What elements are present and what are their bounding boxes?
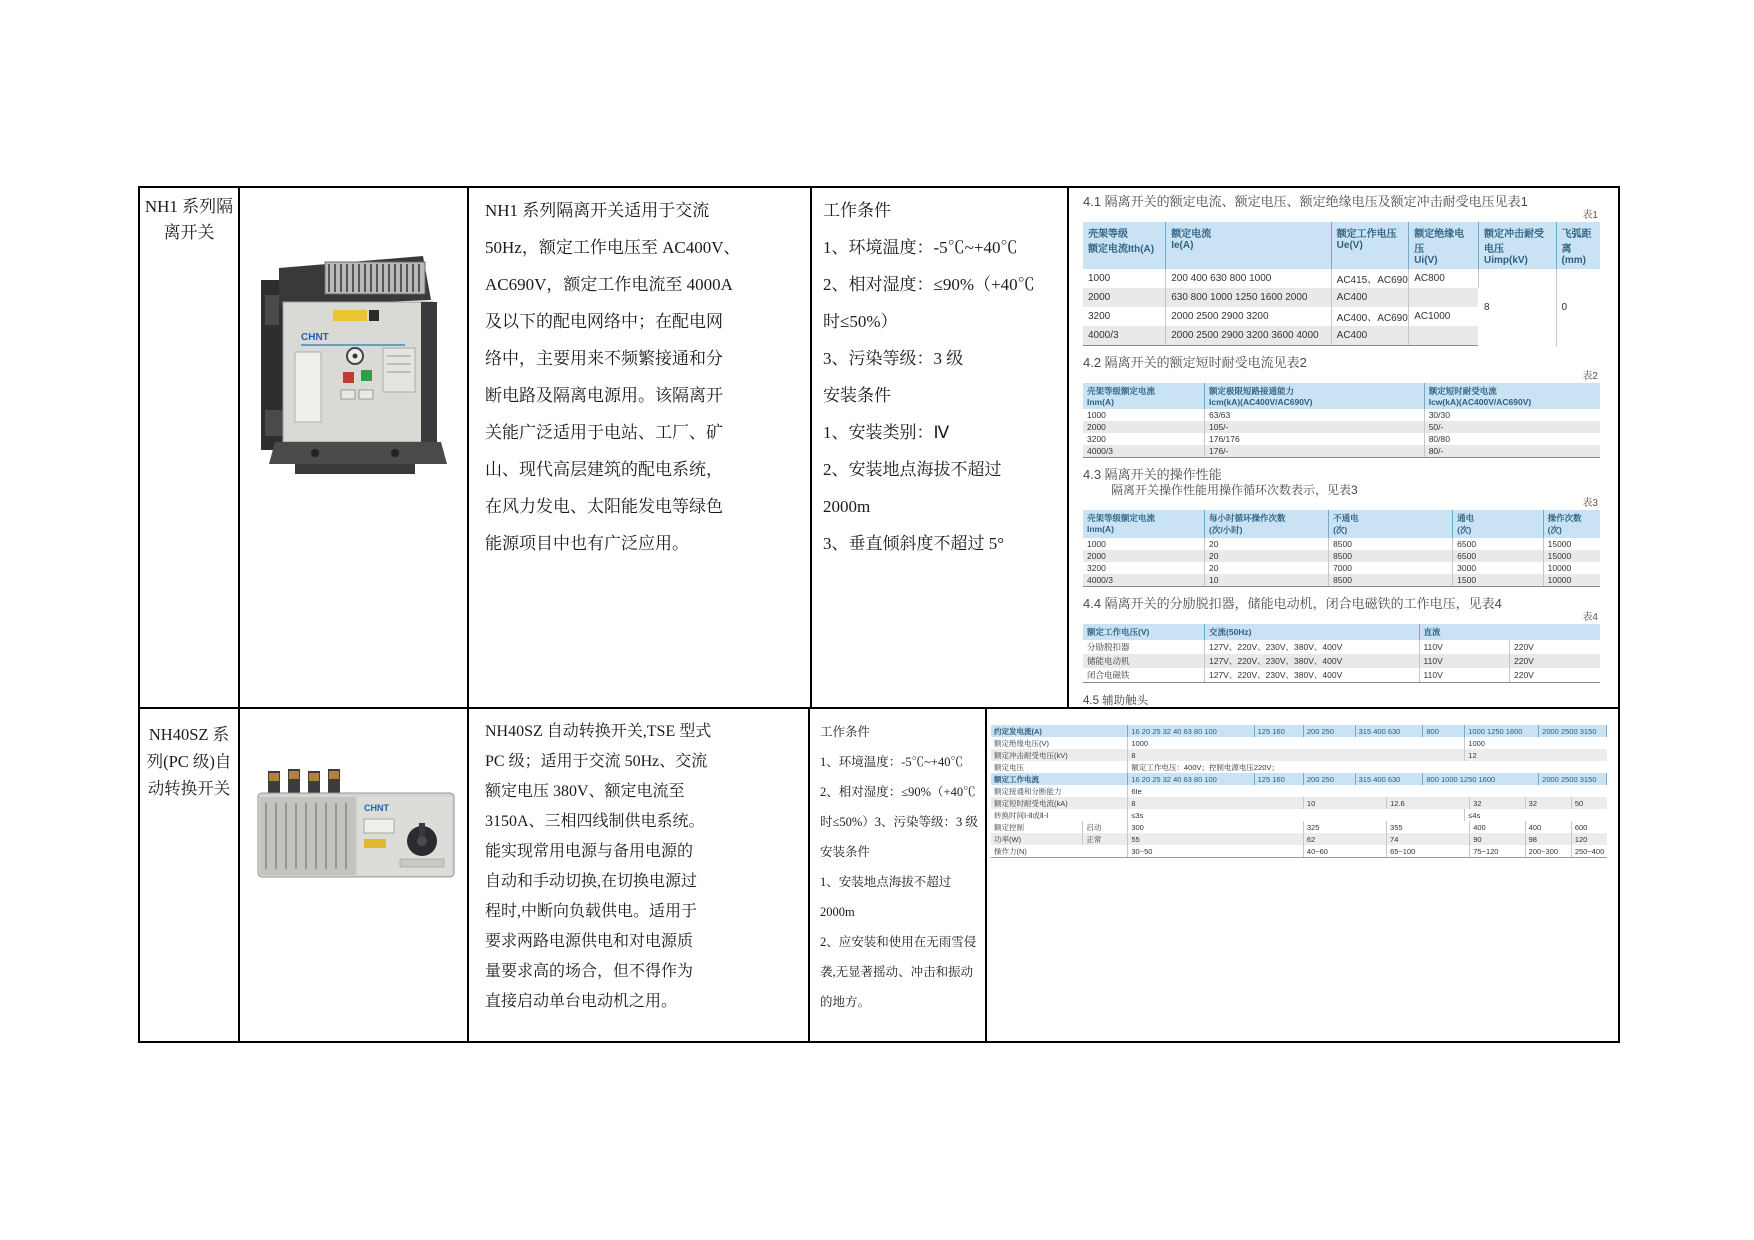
table-1-rated-current-voltage (1083, 222, 1600, 346)
spec-cell: ≤3s (1128, 809, 1465, 821)
table-cell: 200 400 630 800 1000 (1166, 269, 1331, 288)
working-conditions-cell-nh40sz (810, 709, 987, 1041)
table-header-cell: 额定电流 Ie(A) (1166, 222, 1331, 269)
text-line: 工作条件 (823, 201, 891, 220)
table-cell: AC400 (1331, 326, 1409, 346)
table-header-cell: 额定短时耐受电流 Icw(kA)(AC400V/AC690V) (1424, 383, 1600, 409)
product-name-cell-nh1 (140, 188, 240, 707)
section-title-4-1: 4.1 隔离开关的额定电流、额定电压、额定绝缘电压及额定冲击耐受电压见表1 (1083, 194, 1528, 209)
spec-cell: 约定发电流(A) (991, 725, 1128, 737)
catalog-table (1083, 624, 1600, 683)
text-line: 1、环境温度：-5℃~+40℃ (820, 755, 963, 769)
table-cell: 80/80 (1428, 434, 1450, 444)
table-row-nh40sz (140, 709, 1618, 1041)
table-header-cell: 每小时循环操作次数 (次/小时) (1204, 510, 1328, 538)
table-row (1083, 409, 1600, 421)
table-cell: 110V (1419, 640, 1509, 654)
product-photo-nh1-breaker (255, 240, 453, 486)
text-line: 能实现常用电源与备用电源的 (485, 843, 694, 860)
spec-cell: 12 (1468, 751, 1477, 760)
spec-cell: 50 (1574, 799, 1584, 808)
spec-cell: 90 (1470, 833, 1525, 845)
table-cell: 4000/3 (1083, 574, 1204, 587)
spec-cell: 16 20 25 32 40 63 80 100 (1128, 773, 1254, 785)
spec-cell: 65~100 (1387, 845, 1470, 857)
table-cell: 110V (1419, 668, 1509, 683)
table-cell (1409, 288, 1479, 307)
spec-row (991, 821, 1607, 833)
spec-cell: 32 (1470, 797, 1525, 809)
table-cell: 105/- (1204, 421, 1424, 433)
text-line: 离开关 (163, 223, 215, 242)
table-cell: 630 800 1000 1250 1600 2000 (1166, 288, 1331, 307)
table-2-short-time-withstand (1083, 383, 1600, 458)
spec-cell: 125 160 (1255, 773, 1304, 785)
text-line: 2、相对湿度：≤90%（+40℃ (820, 785, 976, 799)
text-line: 2、应安装和使用在无雨雪侵 (820, 935, 977, 949)
table-cell: 6500 (1453, 538, 1543, 550)
table-row (1083, 640, 1600, 654)
table-cell: 127V、220V、230V、380V、400V (1204, 654, 1419, 668)
section-4-2 (1083, 355, 1600, 458)
spec-cell: 16 20 25 32 40 63 80 100 (1128, 725, 1254, 737)
table-header-cell: 飞弧距离 (mm) (1556, 222, 1600, 269)
spec-cell: 2000 2500 3150 (1539, 773, 1607, 785)
table-cell: 220V (1510, 668, 1601, 683)
table-row (1083, 433, 1600, 445)
text-line: 列(PC 级)自 (146, 752, 232, 771)
table-header-cell: 额定冲击耐受电压 Uimp(kV) (1478, 222, 1556, 269)
spec-cell: 315 400 630 (1356, 725, 1424, 737)
spec-cell: 400 (1526, 821, 1572, 833)
spec-cell: 800 1000 1250 1600 (1423, 773, 1539, 785)
table-row (1083, 668, 1600, 683)
text-line: 袭,无显著摇动、冲击和振动 (820, 965, 974, 979)
text-line: 程时,中断向负载供电。适用于 (485, 903, 698, 920)
text-line: 自动和手动切换,在切换电源过 (485, 873, 698, 890)
text-line: 1、安装地点海拔不超过 (820, 875, 952, 889)
text-line: NH40SZ 系 (148, 725, 230, 744)
text-line: 时≤50%） (823, 312, 898, 331)
table-cell: 80/- (1424, 445, 1600, 458)
table-tag-1: 表1 (1582, 210, 1598, 221)
table-header-cell: 操作次数 (次) (1543, 510, 1600, 538)
table-cell: 127V、220V、230V、380V、400V (1204, 668, 1419, 683)
table-row (1083, 654, 1600, 668)
spec-cell: 40~60 (1304, 845, 1387, 857)
table-row (1083, 421, 1600, 433)
table-cell: 2000 2500 2900 3200 (1166, 307, 1331, 326)
spec-cell: 315 400 630 (1356, 773, 1424, 785)
spec-cell: 200 250 (1304, 773, 1356, 785)
text-line: 安装条件 (820, 845, 871, 859)
table-header-cell: 额定工作电压 Ue(V) (1331, 222, 1409, 269)
table-row (1083, 445, 1600, 458)
spec-cell: 额定绝缘电压(V) (991, 737, 1128, 749)
table-cell: 220V (1514, 642, 1534, 652)
table-header-cell: 壳架等级额定电流 Inm(A) (1083, 510, 1204, 538)
table-cell: 8 (1478, 269, 1556, 346)
table-cell: 20 (1204, 550, 1328, 562)
text-line: 量要求高的场合，但不得作为 (485, 963, 694, 980)
text-line: NH1 系列隔离开关适用于交流 (485, 201, 710, 220)
spec-cell: 8 (1128, 749, 1465, 761)
product-description-cell-nh1 (469, 188, 812, 707)
text-line: PC 级；适用于交流 50Hz、交流 (485, 753, 708, 770)
table-cell: 63/63 (1204, 409, 1424, 421)
table-cell: 3200 (1083, 562, 1204, 574)
text-line: 工作条件 (820, 725, 871, 739)
product-name-nh1 (145, 194, 233, 246)
product-image-cell-nh1 (240, 188, 469, 707)
spec-cell: 200 250 (1304, 725, 1356, 737)
text-line: 能源项目中也有广泛应用。 (485, 534, 689, 553)
spec-cell: ≤4s (1468, 811, 1481, 820)
spec-cell: 30~50 (1128, 845, 1304, 857)
spec-cell: 325 (1304, 821, 1387, 833)
spec-row (991, 737, 1607, 749)
spec-cell: 800 (1423, 725, 1465, 737)
table-header-cell: 额定工作电压(V) (1083, 624, 1204, 640)
spec-cell: 250~400 (1574, 847, 1605, 856)
text-line: 在风力发电、太阳能发电等绿色 (485, 497, 723, 516)
text-line: 3150A、三相四线制供电系统。 (485, 813, 705, 830)
table-header-cell: 不通电 (次) (1329, 510, 1453, 538)
text-line: 2、安装地点海拔不超过 (823, 460, 1002, 479)
product-image-cell-nh40sz (240, 709, 469, 1041)
section-4-4 (1083, 596, 1600, 683)
spec-cell: 额定工作电压：400V；控制电源电压220V； (1131, 763, 1279, 772)
spec-cell: 55 (1128, 833, 1304, 845)
table-header-cell: 直流 (1419, 624, 1600, 640)
spec-row (991, 833, 1607, 845)
text-line: NH40SZ 自动转换开关,TSE 型式 (485, 723, 712, 740)
table-cell: 0 (1561, 301, 1568, 313)
product-spec-table (138, 186, 1620, 1043)
table-cell: 220V (1514, 656, 1534, 666)
table-cell: 2000 (1083, 421, 1204, 433)
table-cell: 闭合电磁铁 (1083, 668, 1204, 683)
product-name-nh40sz (147, 721, 232, 802)
table-cell: 储能电动机 (1083, 654, 1204, 668)
catalog-table (1083, 222, 1600, 346)
table-cell: 4000/3 (1083, 326, 1166, 346)
section-title-4-3: 4.3 隔离开关的操作性能 (1083, 467, 1222, 482)
table-row (1083, 562, 1600, 574)
table-cell: 1500 (1453, 574, 1543, 587)
spec-cell: 1000 (1128, 737, 1465, 749)
table-cell: 分励脱扣器 (1083, 640, 1204, 654)
table-cell: 1000 (1083, 538, 1204, 550)
table-cell: 2000 (1083, 288, 1166, 307)
text-line: 关能广泛适用于电站、工厂、矿 (485, 423, 723, 442)
table-row (1083, 538, 1600, 550)
spec-cell: 10 (1304, 797, 1387, 809)
spec-cell: 62 (1304, 833, 1387, 845)
section-subtitle-4-3: 隔离开关操作性能用操作循环次数表示，见表3 (1111, 483, 1358, 497)
spec-cell: 600 (1574, 823, 1588, 832)
table-row (1083, 550, 1600, 562)
spec-cell: 120 (1574, 835, 1588, 844)
table-cell: 3000 (1453, 562, 1543, 574)
text-line: 50Hz，额定工作电压至 AC400V、 (485, 238, 741, 257)
table-cell: 20 (1204, 538, 1328, 550)
table-cell: 15000 (1547, 539, 1572, 549)
table-cell: AC1000 (1414, 311, 1451, 322)
spec-row (991, 797, 1607, 809)
nh40sz-spec-table (991, 725, 1607, 858)
section-4-5-auxiliary-contacts (1083, 693, 1600, 707)
section-4-1 (1083, 194, 1600, 346)
spec-row (991, 845, 1607, 857)
spec-cell: 1000 1250 1600 (1465, 725, 1539, 737)
table-cell: 127V、220V、230V、380V、400V (1204, 640, 1419, 654)
table-row (1083, 574, 1600, 587)
spec-cell: 额定短时耐受电流(kA) (991, 797, 1128, 809)
text-line: 及以下的配电网络中；在配电网 (485, 312, 723, 331)
table-row (1083, 269, 1600, 288)
spec-row (991, 725, 1607, 737)
table-tag-2: 表2 (1582, 371, 1598, 382)
section-4-3 (1083, 467, 1600, 587)
catalog-panel-nh1 (1069, 188, 1618, 707)
table-cell: 20 (1204, 562, 1328, 574)
table-cell: 1000 (1083, 409, 1204, 421)
text-line: 断电路及隔离电源用。该隔离开 (485, 386, 723, 405)
text-line: 山、现代高层建筑的配电系统， (485, 460, 723, 479)
text-line: 额定电压 380V、额定电流至 (485, 783, 685, 800)
spec-row (991, 785, 1607, 797)
table-header-cell: 壳架等级 额定电流Ith(A) (1083, 222, 1166, 269)
table-tag-4: 表4 (1582, 612, 1598, 623)
spec-cell: 355 (1387, 821, 1470, 833)
table-cell: 15000 (1547, 551, 1572, 561)
table-cell: 30/30 (1428, 410, 1450, 420)
text-line: 时≤50%）3、污染等级：3 级 (820, 815, 978, 829)
spec-cell: 额定工作电流 (991, 773, 1128, 785)
text-line: NH1 系列隔 (144, 197, 234, 216)
table-cell: AC400 (1331, 288, 1409, 307)
spec-cell: 12.6 (1387, 797, 1470, 809)
table-cell: 2000 2500 2900 3200 3600 4000 (1166, 326, 1331, 346)
spec-cell: 启动 (1083, 821, 1128, 833)
spec-cell: 操作力(N) (991, 845, 1128, 857)
spec-cell: 转换时间Ⅰ-Ⅱ或Ⅱ-Ⅰ (991, 809, 1128, 821)
table-cell: 176/- (1204, 445, 1424, 458)
table-cell: AC800 (1409, 269, 1479, 288)
text-line: 4.5 辅助触头 (1083, 695, 1149, 707)
section-title-4-2: 4.2 隔离开关的额定短时耐受电流见表2 (1083, 355, 1307, 370)
spec-panel-nh40sz (987, 709, 1618, 1041)
table-tag-3: 表3 (1582, 498, 1598, 509)
spec-cell: 75~120 (1470, 845, 1525, 857)
spec-cell: 300 (1128, 821, 1304, 833)
table-header-cell: 额定极限短路接通能力 Icm(kA)(AC400V/AC690V) (1204, 383, 1424, 409)
spec-cell: 2000 2500 3150 (1539, 725, 1607, 737)
table-cell: 7000 (1329, 562, 1453, 574)
table-header-cell: 通电 (次) (1453, 510, 1543, 538)
spec-cell: 额定电压 (991, 761, 1128, 773)
text-line: AC690V，额定工作电流至 4000A (485, 275, 733, 294)
text-line: 要求两路电源供电和对电源质 (485, 933, 694, 950)
working-conditions-nh40sz (820, 717, 983, 1017)
table-4-working-voltage (1083, 624, 1600, 683)
text-line: 3、垂直倾斜度不超过 5° (823, 534, 1005, 553)
table-cell: 2000 (1083, 550, 1204, 562)
table-cell: 10 (1204, 574, 1328, 587)
table-cell: 8500 (1329, 538, 1453, 550)
spec-cell: 额定控制 (991, 821, 1083, 833)
spec-cell: 正常 (1083, 833, 1128, 845)
table-cell: 50/- (1428, 422, 1444, 432)
working-conditions-cell-nh1 (812, 188, 1069, 707)
text-line: 安装条件 (823, 386, 891, 405)
working-conditions-nh1 (823, 192, 1065, 562)
table-3-operating-performance (1083, 510, 1600, 587)
spec-cell: 200~300 (1526, 845, 1572, 857)
chint-logo-text-nh40sz: CHNT (363, 803, 389, 813)
table-cell: 10000 (1543, 574, 1600, 587)
product-description-cell-nh40sz (469, 709, 810, 1041)
table-cell: AC415、AC690 (1331, 269, 1409, 288)
spec-cell: 8 (1128, 797, 1304, 809)
table-cell: 6500 (1453, 550, 1543, 562)
catalog-table (1083, 383, 1600, 458)
spec-cell: 1000 (1468, 739, 1485, 748)
spec-cell: 额定冲击耐受电压(kV) (991, 749, 1128, 761)
text-line: 直接启动单台电动机之用。 (485, 993, 678, 1010)
text-line: 2000m (820, 905, 855, 919)
spec-cell: 额定接通和分断能力 (991, 785, 1128, 797)
text-line: 1、安装类别：Ⅳ (823, 423, 950, 442)
spec-row (991, 761, 1607, 773)
table-cell: 8500 (1329, 550, 1453, 562)
text-line: 动转换开关 (147, 779, 231, 798)
table-cell: AC400、AC690 (1331, 307, 1409, 326)
table-cell: 110V (1419, 654, 1509, 668)
spec-row (991, 809, 1607, 821)
catalog-table (1083, 510, 1600, 587)
text-line: 络中，主要用来不频繁接通和分 (485, 349, 723, 368)
table-cell: 10000 (1547, 563, 1572, 573)
product-name-cell-nh40sz (140, 709, 240, 1041)
text-line: 1、环境温度：-5℃~+40℃ (823, 238, 1018, 257)
product-photo-nh40sz-switch (250, 767, 458, 885)
table-cell: 1000 (1083, 269, 1166, 288)
text-line: 3、污染等级：3 级 (823, 349, 964, 368)
product-description-nh1 (485, 192, 804, 562)
table-header-cell: 壳架等级额定电流 Inm(A) (1083, 383, 1204, 409)
table-cell: 176/176 (1204, 433, 1424, 445)
chint-logo-text-nh1: CHNT (300, 332, 329, 343)
spec-cell: 74 (1387, 833, 1470, 845)
table-header-cell: 交流(50Hz) (1204, 624, 1419, 640)
product-description-nh40sz (485, 717, 802, 1017)
spec-cell: 32 (1526, 797, 1572, 809)
spec-cell: 125 160 (1255, 725, 1304, 737)
table-header-cell: 额定绝缘电压 Ui(V) (1409, 222, 1479, 269)
spec-cell: 功率(W) (991, 833, 1083, 845)
spec-row (991, 749, 1607, 761)
table-cell: 4000/3 (1083, 445, 1204, 458)
table-cell: 8500 (1329, 574, 1453, 587)
spec-cell: 6Ie (1131, 787, 1142, 796)
text-line: 2000m (823, 497, 871, 516)
table-row-nh1 (140, 188, 1618, 709)
table-cell: 3200 (1083, 433, 1204, 445)
text-line: 的地方。 (820, 995, 871, 1009)
table-cell: 3200 (1083, 307, 1166, 326)
spec-cell: 400 (1470, 821, 1525, 833)
table-cell (1409, 326, 1479, 346)
text-line: 2、相对湿度：≤90%（+40℃ (823, 275, 1035, 294)
spec-cell: 98 (1526, 833, 1572, 845)
spec-row (991, 773, 1607, 785)
section-title-4-4: 4.4 隔离开关的分励脱扣器，储能电动机，闭合电磁铁的工作电压，见表4 (1083, 596, 1502, 611)
